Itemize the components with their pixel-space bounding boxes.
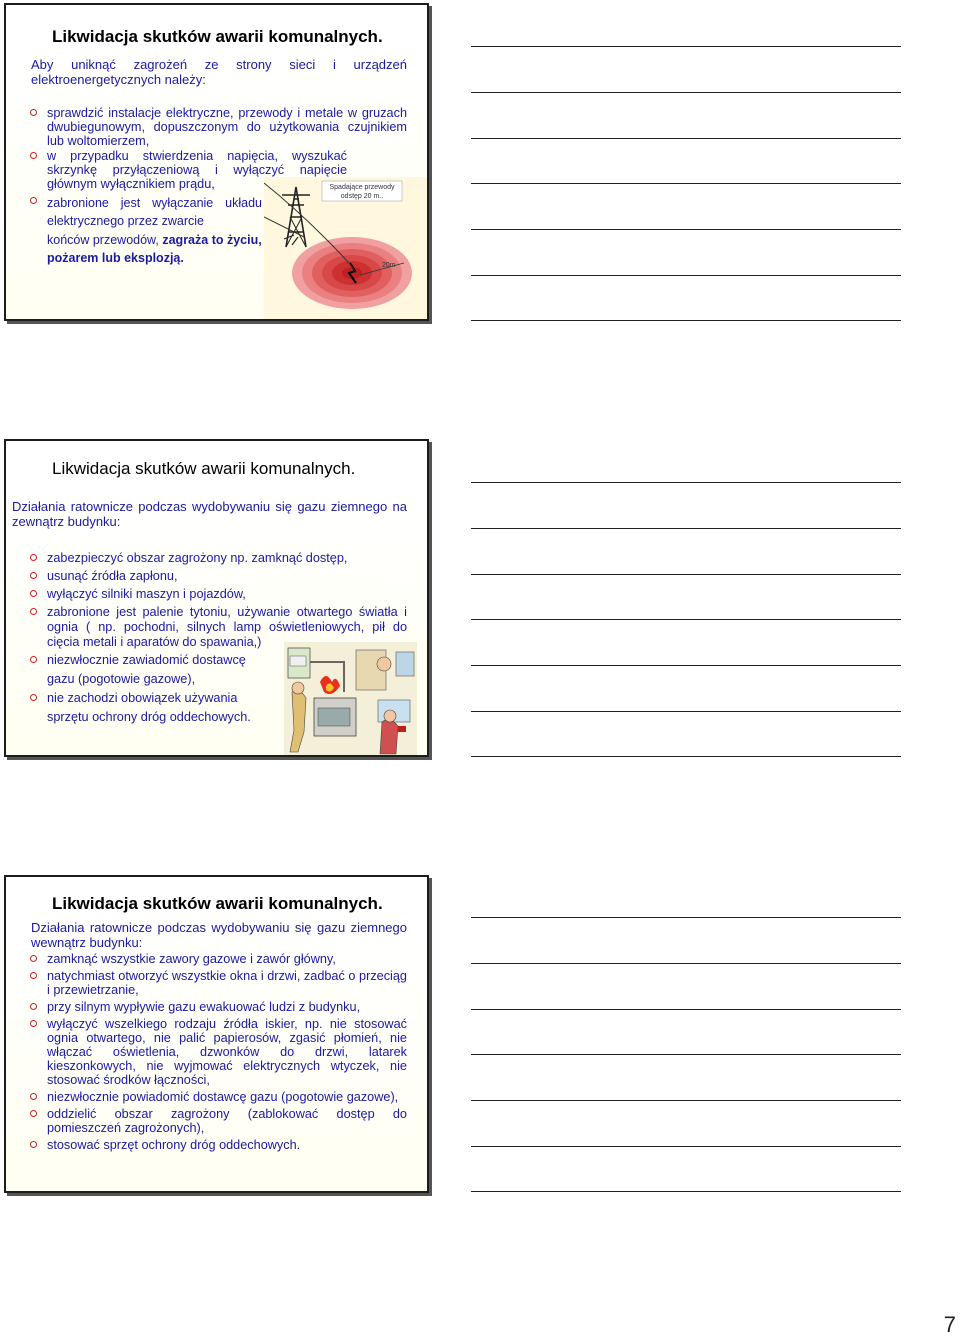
- note-line: [471, 756, 901, 757]
- list-item: zabronione jest wyłączanie układu elektrycznego przez zwarcie: [27, 194, 407, 230]
- bullet-icon: [30, 608, 37, 615]
- note-line: [471, 574, 901, 575]
- bullet-icon: [30, 1003, 37, 1010]
- note-line: [471, 665, 901, 666]
- falling-wires-illustration: [264, 177, 427, 320]
- slide-title: Likwidacja skutków awarii komunalnych.: [52, 894, 383, 913]
- bullet-icon: [30, 1141, 37, 1148]
- note-line: [471, 1054, 901, 1055]
- list-item: oddzielić obszar zagrożony (zablokować dostęp do pomieszczeń zagrożonych),: [27, 1107, 407, 1135]
- list-item: wyłączyć wszelkiego rodzaju źródła iskier, np. nie stosować ognia otwartego, nie palić papierosów, zgasić płomień, nie włączać oświetlenia, dzwonków do drzwi, latarek kieszonkowych, nie wyjmować elektrycznych wtyczek, nie stosować środków łączności,: [27, 1017, 407, 1087]
- bullet-icon: [30, 656, 37, 663]
- list-item: natychmiast otworzyć wszystkie okna i drzwi, zadbać o przeciąg i przewietrzanie,: [27, 969, 407, 997]
- list-item: zabronione jest palenie tytoniu, używanie otwartego światła i ognia ( np. pochodni, silnych lamp oświetleniowych, pił do cięcia metali i aparatów do spawania,): [27, 605, 407, 650]
- note-line: [471, 320, 901, 321]
- bullet-icon: [30, 972, 37, 979]
- note-line: [471, 619, 901, 620]
- list-item: usunąć źródła zapłonu,: [27, 569, 407, 584]
- bullet-list: [27, 952, 407, 1152]
- bullet-icon: [30, 1093, 37, 1100]
- note-line: [471, 275, 901, 276]
- list-item: stosować sprzęt ochrony dróg oddechowych.: [27, 1138, 407, 1152]
- slide-intro: Działania ratownicze podczas wydobywaniu się gazu ziemnego na zewnątrz budynku:: [12, 499, 407, 529]
- bullet-tail: końców przewodów, zagraża to życiu, pożarem lub eksplozją.: [47, 233, 262, 265]
- bullet-icon: [30, 554, 37, 561]
- note-line: [471, 183, 901, 184]
- bullet-icon: [30, 197, 37, 204]
- list-item: niezwłocznie zawiadomić dostawcę: [27, 653, 407, 668]
- note-line: [471, 229, 901, 230]
- slide-intro: Działania ratownicze podczas wydobywaniu się gazu ziemnego wewnątrz budynku:: [31, 920, 407, 950]
- bullet-icon: [30, 694, 37, 701]
- slide-intro: Aby uniknąć zagrożeń ze strony sieci i urządzeń elektroenergetycznych należy:: [31, 57, 407, 87]
- bullet-icon: [30, 152, 37, 159]
- notes-lines-2: [471, 482, 901, 782]
- illustration-caption: Spadające przewody: [329, 184, 395, 191]
- list-item: nie zachodzi obowiązek używania: [27, 691, 407, 706]
- slide-3: [4, 875, 429, 1193]
- note-line: [471, 711, 901, 712]
- list-item-continuation: sprzętu ochrony dróg oddechowych.: [47, 710, 251, 724]
- list-item: sprawdzić instalacje elektryczne, przewody i metale w gruzach dwubiegunowym, dopuszczonym do użytkowania czujnikiem lub woltomierzem,: [27, 106, 407, 148]
- list-item: wyłączyć silniki maszyn i pojazdów,: [27, 587, 407, 602]
- slide-title: Likwidacja skutków awarii komunalnych.: [52, 459, 356, 478]
- bullet-icon: [30, 1110, 37, 1117]
- notes-lines-3: [471, 917, 901, 1217]
- bullet-icon: [30, 109, 37, 116]
- note-line: [471, 138, 901, 139]
- list-item: niezwłocznie powiadomić dostawcę gazu (pogotowie gazowe),: [27, 1090, 407, 1104]
- list-item: zabezpieczyć obszar zagrożony np. zamknąć dostęp,: [27, 551, 407, 566]
- bullet-icon: [30, 1020, 37, 1027]
- gas-leak-illustration: [284, 642, 417, 756]
- note-line: [471, 917, 901, 918]
- note-line: [471, 1100, 901, 1101]
- note-line: [471, 92, 901, 93]
- note-line: [471, 1146, 901, 1147]
- bullet-icon: [30, 955, 37, 962]
- gas-leak-scene-icon: [284, 642, 417, 756]
- bullet-icon: [30, 572, 37, 579]
- bullet-icon: [30, 590, 37, 597]
- list-item: przy silnym wypływie gazu ewakuować ludzi z budynku,: [27, 1000, 407, 1014]
- list-item: zamknąć wszystkie zawory gazowe i zawór główny,: [27, 952, 407, 966]
- note-line: [471, 528, 901, 529]
- svg-text:20m: 20m: [382, 262, 396, 269]
- note-line: [471, 46, 901, 47]
- note-line: [471, 1009, 901, 1010]
- slide-1: [4, 3, 429, 321]
- illustration-caption: odstęp 20 m..: [340, 193, 384, 200]
- note-line: [471, 963, 901, 964]
- list-item-continuation: gazu (pogotowie gazowe),: [47, 672, 196, 686]
- page-number: 7: [943, 1312, 956, 1337]
- note-line: [471, 1191, 901, 1192]
- slide-2: [4, 439, 429, 757]
- note-line: [471, 482, 901, 483]
- notes-lines-1: [471, 46, 901, 346]
- list-item: w przypadku stwierdzenia napięcia, wyszukać skrzynkę przyłączeniową i wyłączyć napięcie głównym wyłącznikiem prądu,: [27, 149, 407, 191]
- warning-text: zagraża to życiu, pożarem lub eksplozją.: [47, 233, 262, 265]
- slide-title: Likwidacja skutków awarii komunalnych.: [52, 27, 383, 46]
- falling-wires-icon: [264, 177, 427, 320]
